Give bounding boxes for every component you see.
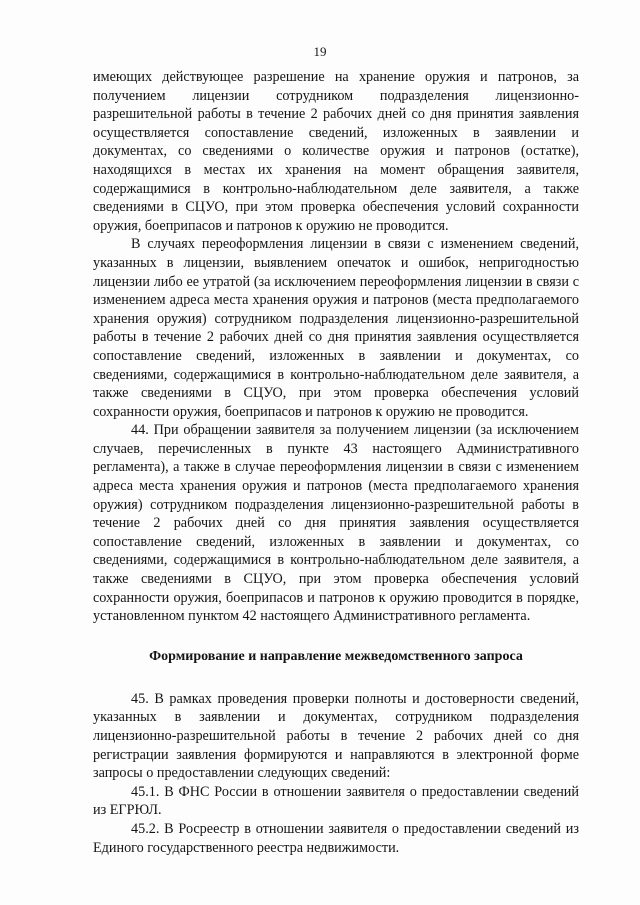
paragraph-reissue-cases: В случаях переоформления лицензии в связи с изменением сведений, указанных в лицензии, выявлением опечаток и ошибок, непригодностью лицензии либо ее утратой (за исключением переоформления лицензии в связи с изменением адреса места хранения оружия и патронов (места предполагаемого хранения оружия) сотрудником подразделения лицензионно-разрешительной работы в течение 2 рабочих дней со дня принятия заявления осуществляется сопоставление сведений, изложенных в заявлении и документах, со сведениями, содержащимися в контрольно-наблюдательном деле заявителя, а также сведениями в СЦУО, при этом проверка обеспечения условий сохранности оружия, боеприпасов и патронов к оружию не проводится. xyxy=(93,236,579,420)
paragraph-45-1: 45.1. В ФНС России в отношении заявителя о предоставлении сведений из ЕГРЮЛ. xyxy=(93,783,579,819)
page-number: 19 xyxy=(313,44,327,59)
paragraph-44: 44. При обращении заявителя за получением лицензии (за исключением случаев, перечисленных в пункте 43 настоящего Административного регламента), а также в случае переоформления лицензии в связи с изменением адреса места хранения оружия и патронов (места предполагаемого хранения оружия) сотрудником подразделения лицензионно-разрешительной работы в течение 2 рабочих дней со дня принятия заявления осуществляется сопоставление сведений, изложенных в заявлении и документах, со сведениями, содержащимися в контрольно-наблюдательном деле заявителя, а также сведениями в СЦУО, при этом проверка обеспечения условий сохранности оружия, боеприпасов и патронов к оружию проводится в порядке, установленном пунктом 42 настоящего Административного регламента. xyxy=(93,422,579,625)
section-heading: Формирование и направление межведомственного запроса xyxy=(149,648,523,664)
document-body xyxy=(93,68,579,857)
paragraph-45: 45. В рамках проведения проверки полноты и достоверности сведений, указанных в заявлении и документах, сотрудником подразделения лицензионно-разрешительной работы в течение 2 рабочих дней со дня регистрации заявления формируются и направляются в электронной форме запросы о предоставлении следующих сведений: xyxy=(93,690,579,782)
paragraph-continuation: имеющих действующее разрешение на хранение оружия и патронов, за получением лицензии сотрудником подразделения лицензионно-разрешительной работы в течение 2 рабочих дней со дня принятия заявления осуществляется сопоставление сведений, изложенных в заявлении и документах, со сведениями о количестве оружия и патронов (остатке), находящихся в местах их хранения на момент обращения заявителя, содержащимися в контрольно-наблюдательном деле заявителя, а также сведениями в СЦУО, при этом проверка обеспечения условий сохранности оружия, боеприпасов и патронов к оружию не проводится. xyxy=(93,69,579,234)
paragraph-45-2: 45.2. В Росреестр в отношении заявителя о предоставлении сведений из Единого государственного реестра недвижимости. xyxy=(93,820,579,856)
